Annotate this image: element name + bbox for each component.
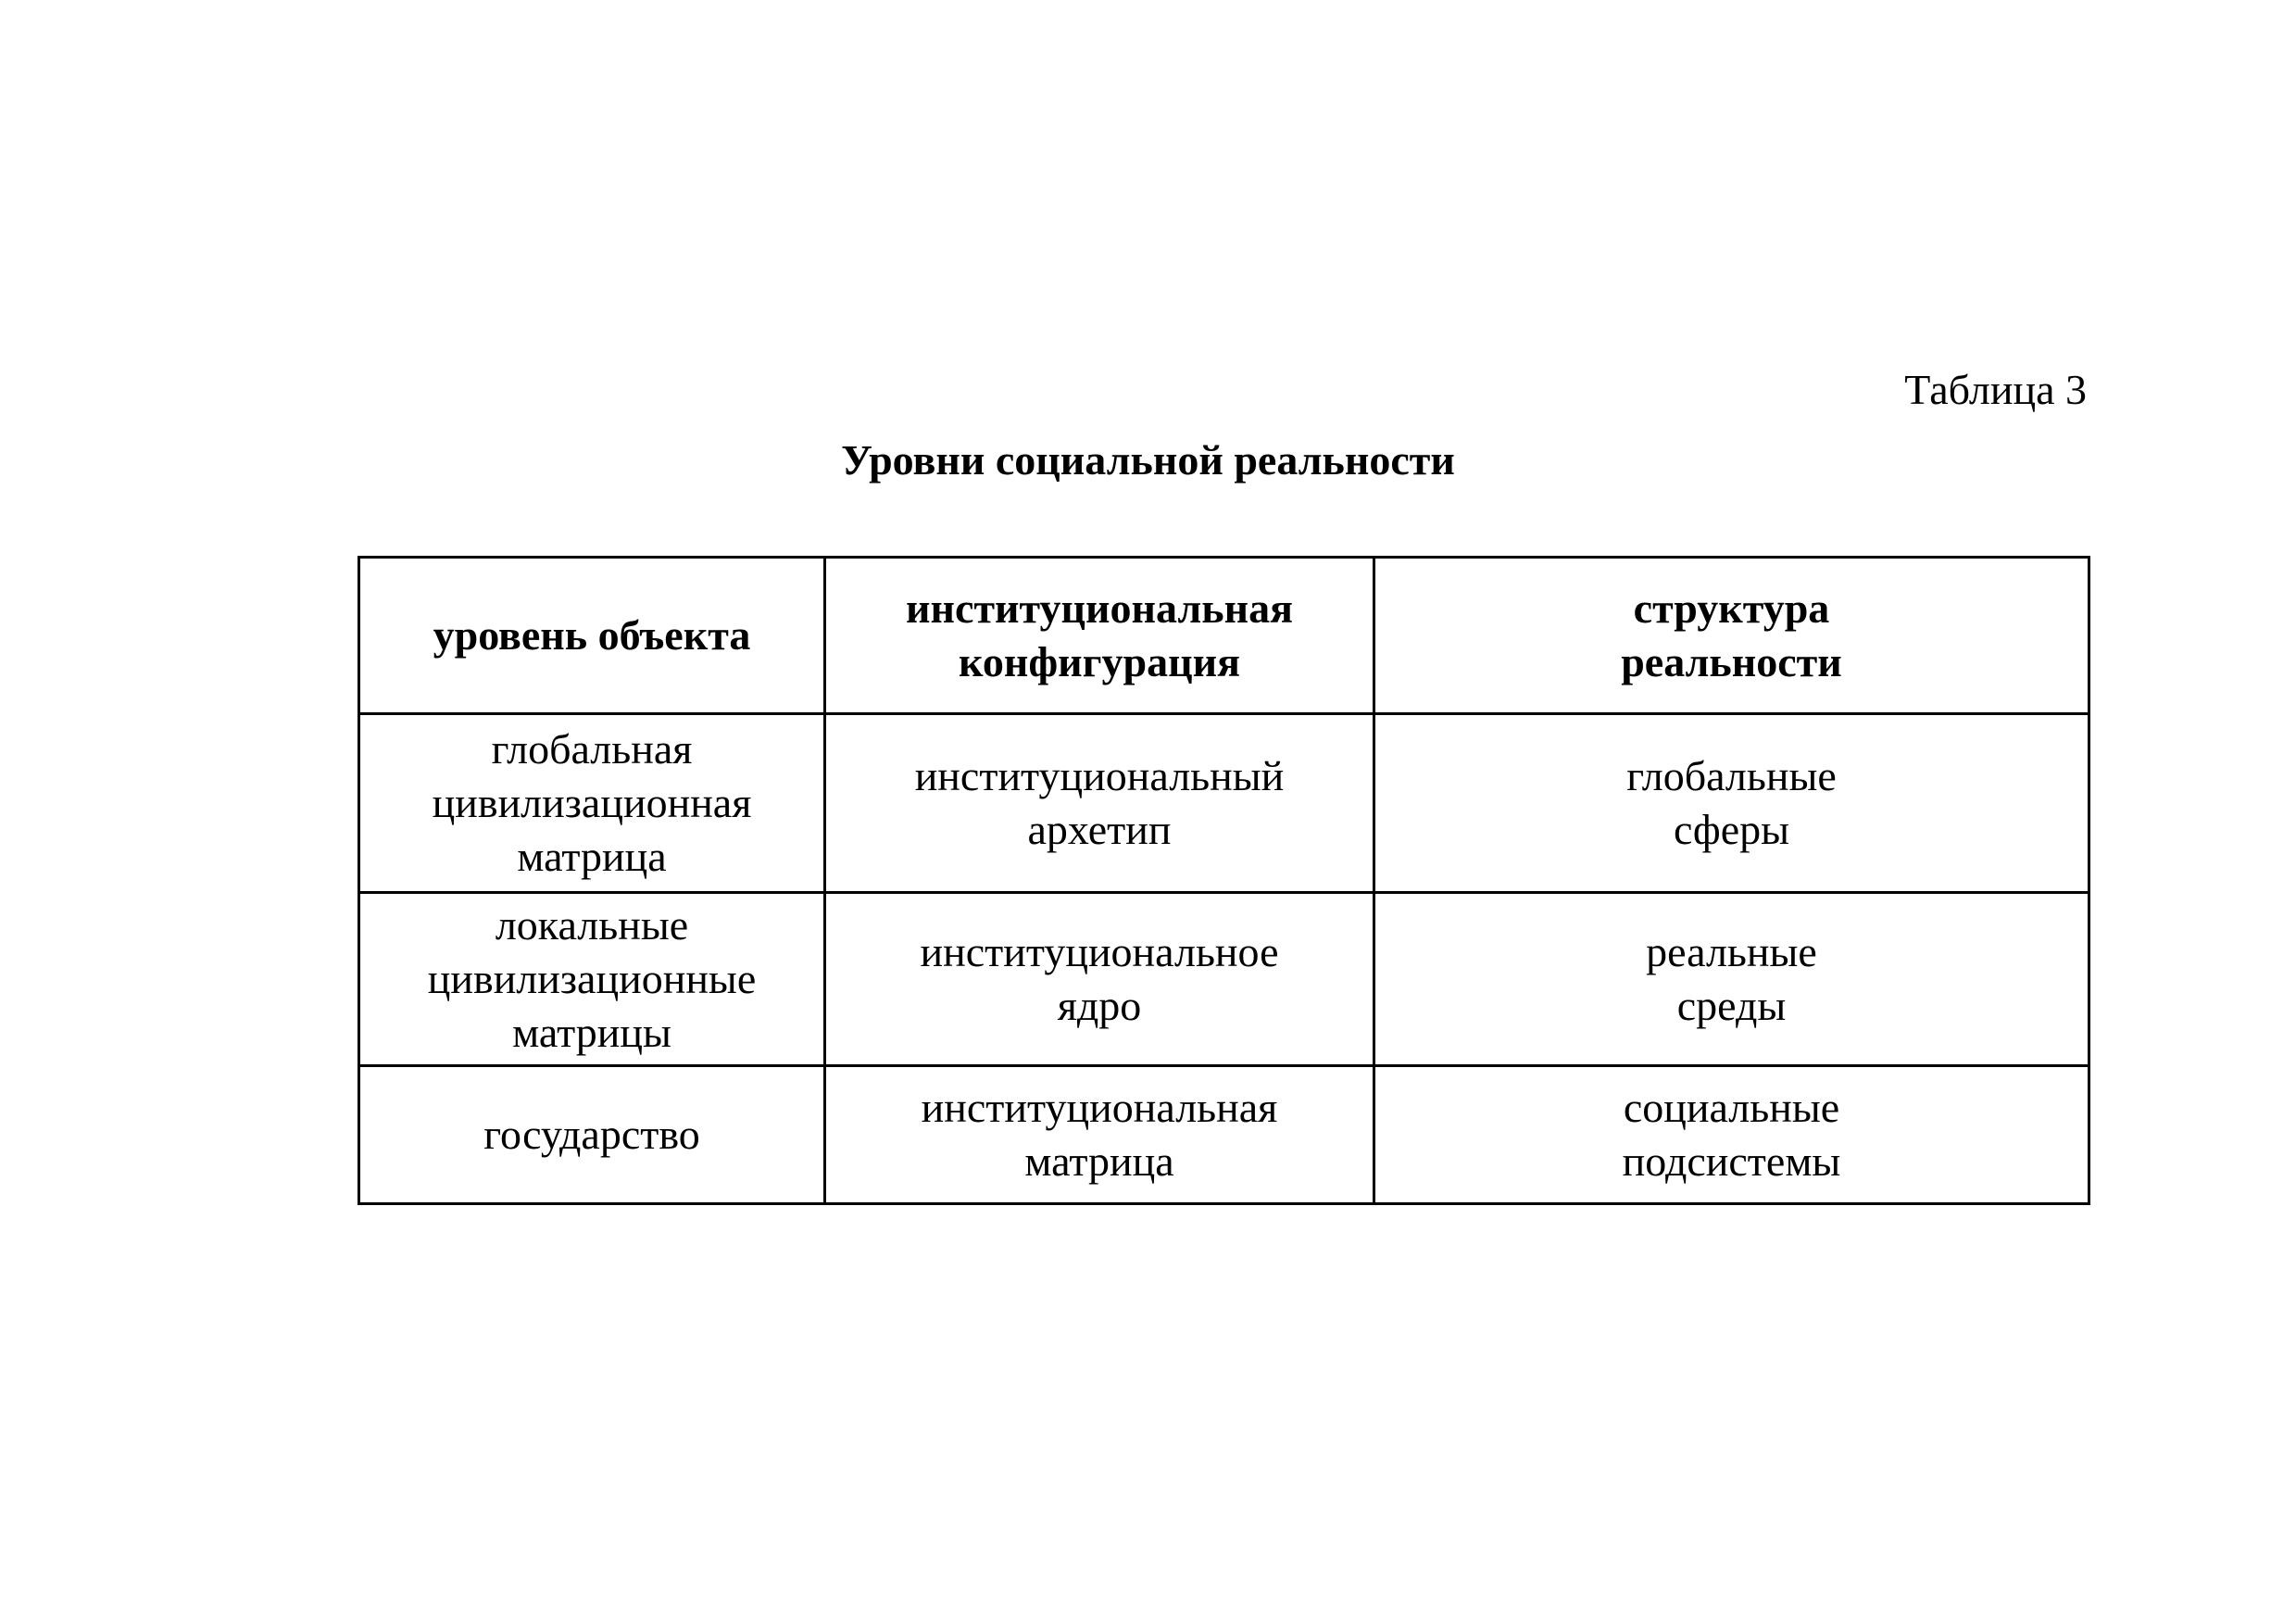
levels-table [358,556,2090,1205]
table-cell: глобальная цивилизационная матрица [359,714,825,893]
table-cell: институциональная матрица [825,1066,1374,1204]
table-number: Таблица 3 [1904,366,2087,413]
table-cell: институциональный архетип [825,714,1374,893]
table-cell: реальные среды [1374,893,2089,1066]
table-cell: глобальные сферы [1374,714,2089,893]
table-header-row [359,558,2089,714]
table-cell: социальные подсистемы [1374,1066,2089,1204]
table-row [359,1066,2089,1204]
table-title: Уровни социальной реальности [841,436,1455,484]
table-row [359,893,2089,1066]
table-row [359,714,2089,893]
header-institutional-configuration: институциональная конфигурация [825,558,1374,714]
header-object-level: уровень объекта [359,558,825,714]
header-reality-structure: структура реальности [1374,558,2089,714]
table-cell: государство [359,1066,825,1204]
table-cell: локальные цивилизационные матрицы [359,893,825,1066]
table-cell: институциональное ядро [825,893,1374,1066]
